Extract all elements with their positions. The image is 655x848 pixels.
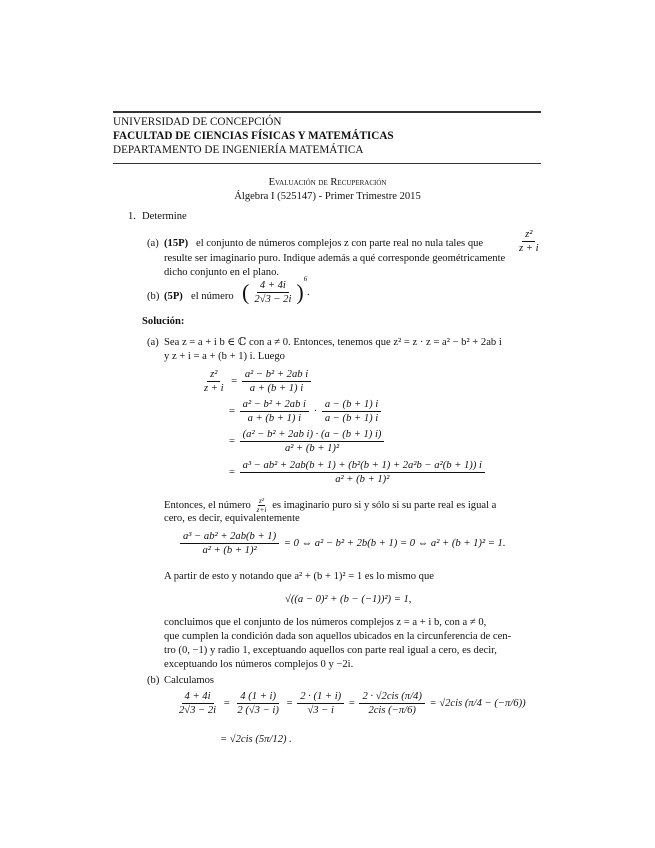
part-a-text-line3: dicho conjunto en el plano. (164, 267, 280, 278)
equation-row-4: = $\frac{\text{a³ − ab² + 2ab(b + 1) + (b²(b + 1) + 2a²b − a²(b + 1)) i}}{\text{a² + (b + 1)²}}$ (229, 459, 487, 486)
part-a-points: (15P) (164, 238, 189, 249)
part-b-expression: ( $\frac{4 + 4i}{2√3 - 2i}$ )$^6$. (242, 275, 310, 306)
b-eq1-n3: 2 · (1 + i) (297, 690, 344, 704)
header-top-rule (113, 111, 541, 113)
eq1-den: a + (b + 1) i (249, 383, 304, 394)
eq4-den: a² + (b + 1)² (335, 474, 390, 485)
department-name: DEPARTAMENTO DE INGENIERÍA MATEMÁTICA (113, 144, 364, 156)
equation-row-2: = $\frac{\text{a² − b² + 2ab i}}{a + (b + 1) i}$ · $\frac{a - (b + 1) i}{a - (b + 1) i}$ (229, 398, 383, 425)
part-b-points: (5P) (164, 291, 183, 302)
equation-row-6: √((a − 0)² + (b − (−1))²) = 1, (285, 594, 412, 605)
eq2-den2: a − (b + 1) i (324, 413, 379, 424)
part-b-exponent: 6 (303, 275, 308, 283)
equation-row-1: $\frac{\text{z²}}{z + i}$ = $\frac{\text{a² − b² + 2ab i}}{a + (b + 1) i}$ (199, 368, 313, 395)
solution-b-line: Calculamos (164, 675, 215, 686)
part-b-frac-num: 4 + 4i (257, 279, 289, 293)
eq4-num: a³ − ab² + 2ab(b + 1) + (b²(b + 1) + 2a²b − a²(b + 1)) i (240, 459, 485, 473)
eq3-den: a² + (b + 1)² (284, 443, 340, 454)
university-name: UNIVERSIDAD DE CONCEPCIÓN (113, 116, 282, 128)
solution-p2-line: A partir de esto y notando que a² + (b + 1)² = 1 es lo mismo que (164, 571, 434, 582)
b-eq1-lhs-num: 4 + 4i (182, 690, 214, 704)
p1-small-den: z+i (256, 505, 267, 514)
eq1-num: a² − b² + 2ab i (242, 368, 311, 382)
solution-heading: Solución: (142, 316, 185, 327)
part-b-frac-den: 2√3 − 2i (254, 294, 292, 306)
exam-title: Evaluación de Recuperación (268, 177, 387, 188)
eq2-den1: a + (b + 1) i (247, 413, 302, 424)
b-eq1-lhs-den: 2√3 − 2i (179, 705, 217, 716)
b-eq1-d3: √3 − i (307, 705, 334, 716)
part-a-text: el conjunto de números complejos z con parte real no nula tales que (196, 238, 484, 249)
eq2-num1: a² − b² + 2ab i (240, 398, 309, 412)
problem-number: 1. (128, 211, 136, 222)
equation-row-b1: $\frac{4 + 4i}{2√3 - 2i}$ = $\frac{4 (1 + i)}{2 (√3 - i)}$ = $\frac{2 \cdot (1 + i)}{√3 - i}$ = $\frac{\text{2 · √2cis (π/4)}}{\text{2cis (−π/6)}}$ = √2cis (π/4 − (−π/6)) (174, 690, 526, 717)
b-eq1-n2: 4 (1 + i) (237, 690, 279, 704)
part-a-text-line2: resulte ser imaginario puro. Indique además a qué corresponde geométricamente (164, 253, 506, 264)
b-eq1-d4: 2cis (−π/6) (368, 705, 416, 716)
eq5-num: a³ − ab² + 2ab(b + 1) (180, 530, 279, 544)
p1-text-b: es imaginario puro si y sólo si su parte real es igual a (272, 499, 497, 511)
b-eq1-rhs: = √2cis (π/4 − (−π/6)) (429, 697, 526, 709)
b-eq1-n4: 2 · √2cis (π/4) (359, 690, 424, 704)
p1-small-num: z² (258, 496, 265, 505)
eq2-num2: a − (b + 1) i (322, 398, 381, 412)
solution-p1-line2: cero, es decir, equivalentemente (164, 513, 300, 524)
equation-row-b2: = √2cis (5π/12) . (220, 734, 292, 745)
eq3-num: (a² − b² + 2ab i) · (a − (b + 1) i) (240, 428, 385, 442)
equation-row-3: = $\frac{\text{(a² − b² + 2ab i) · (a − (b + 1) i)}}{\text{a² + (b + 1)²}}$ (229, 428, 386, 455)
solution-p3-line4: exceptuando los números complejos 0 y −2i. (164, 659, 354, 670)
header-bottom-rule (113, 163, 541, 164)
solution-p3-line2: que cumplen la condición dada son aquellos ubicados en la circunferencia de cen- (164, 631, 512, 642)
solution-p3-line3: tro (0, −1) y radio 1, exceptuando aquellos con parte real igual a cero, es decir, (164, 645, 497, 656)
eq5-rest: = 0 ⇔ a² − b² + 2b(b + 1) = 0 ⇔ a² + (b + 1)² = 1. (283, 537, 506, 549)
part-a-frac-num: z² (522, 228, 535, 242)
eq1-lhs-num: z² (207, 368, 220, 382)
part-a-fraction (514, 228, 544, 255)
exam-course: Álgebra I (525147) - Primer Trimestre 2015 (234, 191, 421, 202)
solution-a-line2: y z + i = a + (b + 1) i. Luego (164, 351, 285, 362)
p1-text-a: Entonces, el número (164, 499, 251, 511)
eq1-lhs-den: z + i (204, 383, 224, 394)
part-b-label: (b) (147, 291, 160, 302)
solution-a-line1: Sea z = a + i b ∈ ℂ con a ≠ 0. Entonces, tenemos que z² = z · z = a² − b² + 2ab i (164, 337, 502, 348)
solution-p3-line1: concluimos que el conjunto de los números complejos z = a + i b, con a ≠ 0, (164, 617, 487, 628)
eq5-den: a² + (b + 1)² (202, 545, 257, 556)
problem-instruction: Determine (142, 211, 187, 222)
equation-row-5 (178, 530, 506, 557)
b-eq1-d2: 2 (√3 − i) (237, 705, 279, 716)
solution-b-label: (b) (147, 675, 160, 686)
faculty-name: FACULTAD DE CIENCIAS FÍSICAS Y MATEMÁTICAS (113, 130, 394, 142)
part-b-text: el número (191, 291, 234, 302)
solution-a-label: (a) (147, 337, 159, 348)
part-a-label: (a) (147, 238, 159, 249)
part-a-frac-den: z + i (519, 243, 539, 254)
